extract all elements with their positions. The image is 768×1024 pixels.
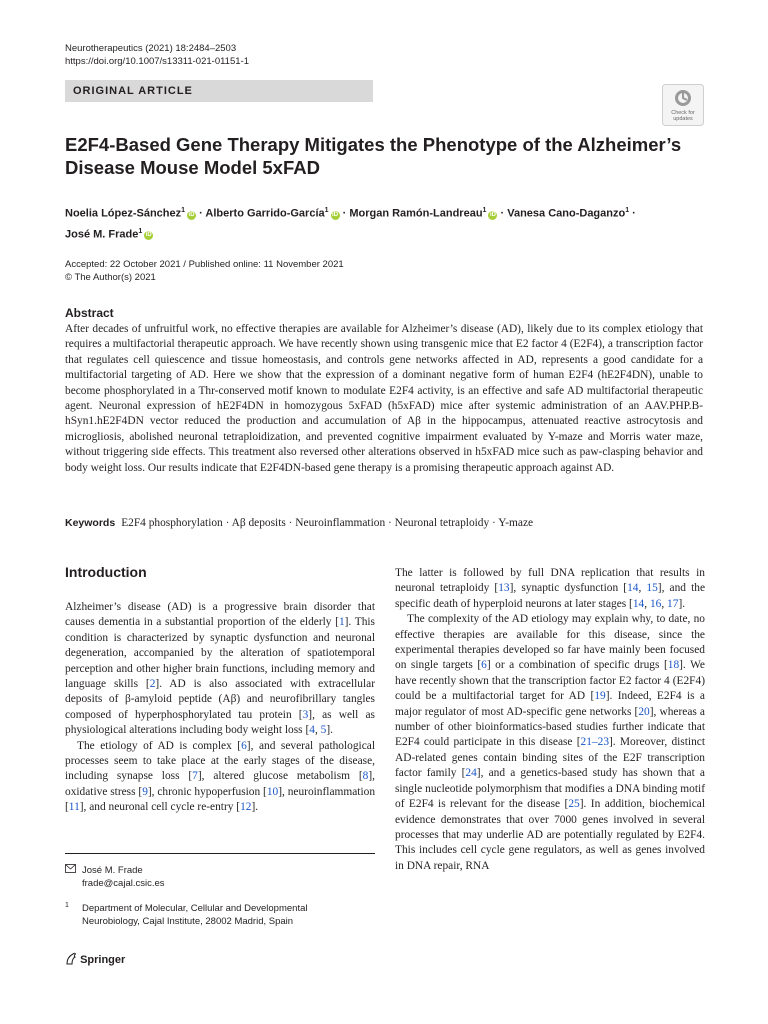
paragraph-text: , (661, 597, 668, 610)
affiliation-line2: Neurobiology, Cajal Institute, 28002 Madrid, Spain (82, 916, 294, 927)
affiliation-line1: Department of Molecular, Cellular and Developmental (82, 903, 308, 914)
reference-link[interactable]: 21–23 (580, 736, 610, 749)
publisher-logo[interactable] (65, 952, 125, 966)
reference-link[interactable]: 10 (266, 785, 279, 798)
reference-link[interactable]: 12 (240, 801, 252, 814)
abstract-body: After decades of unfruitful work, no effective therapies are available for Alzheimer’s disease (AD), likely due to its complex etiology that requires a multifactorial therapeutic approach. We have recently shown using transgenic mice that E2 factor 4 (E2F4), a transcription factor that regulates cell quiescence and tissue homeostasis, and controls gene networks affected in AD, represents a good candidate for a multifactorial targeting of AD. Here we show that the expression of a dominant negative form of human E2F4 (hE2F4DN), unable to become phosphorylated in a Thr-conserved motif known to modulate E2F4 activity, is an effective and safe AD multifactorial therapeutic agent. Neuronal expression of hE2F4DN in homozygous 5xFAD (h5xFAD) mice after systemic administration of an AAV.PHP.B-hSyn1.hE2F4DN vector reduced the production and accumulation of Aβ in the hippocampus, attenuated reactive astrocytosis and microgliosis, abolished neuronal tetraploidization, and prevented cognitive impairment evaluated by Y-maze and Morris water maze, without triggering side effects. This treatment also reversed other alterations observed in h5xFAD mice such as paw-clasping behavior and body weight loss. Our results indicate that E2F4DN-based gene therapy is a promising therapeutic approach against AD. (65, 323, 703, 474)
orcid-icon[interactable]: iD (188, 211, 195, 218)
paragraph-text: ], and the specific death of hyperploid neurons at later stages [ (395, 582, 705, 610)
paragraph-text: , (638, 582, 647, 595)
reference-link[interactable]: 17 (667, 597, 679, 610)
paragraph-text: ]. We have recently shown that the transcription factor E2 factor 4 (E2F4) could be a multifactorial target for AD [ (395, 659, 705, 703)
author-affiliation-marker: 1 (625, 207, 630, 214)
paragraph-text: ], oxidative stress [ (65, 770, 375, 798)
author-affiliation-marker: 1 (482, 207, 487, 214)
author-affiliation-marker: 1 (324, 207, 329, 214)
intro-paragraph-1 (65, 600, 375, 739)
check-updates-icon (662, 84, 704, 126)
accepted-date: Accepted: 22 October 2021 (65, 259, 181, 270)
author-separator: · (629, 207, 636, 220)
published-date: / Published online: 11 November 2021 (180, 259, 344, 270)
paragraph-text: ], as well as physiological alterations including body weight loss [ (65, 708, 375, 737)
corresponding-author: José M. Frade (82, 865, 143, 876)
paragraph-text: ], synaptic dysfunction [ (509, 582, 628, 595)
paragraph-text: ] or a combination of specific drugs [ (486, 659, 668, 672)
reference-link[interactable]: 18 (667, 659, 680, 672)
intro-paragraph-2 (65, 739, 375, 816)
reference-link[interactable]: 14 (632, 597, 645, 610)
orcid-icon[interactable]: iD (489, 211, 496, 218)
reference-link[interactable]: 3 (302, 708, 309, 721)
paragraph-text: ], and several pathological processes seem to take place at the early stages of the disease, including synapse loss [ (65, 739, 375, 783)
author-name[interactable]: Alberto Garrido-García (205, 207, 325, 220)
section-banner (65, 80, 373, 102)
author-name[interactable]: Noelia López-Sánchez (65, 207, 182, 220)
paragraph-text: The etiology of AD is complex [ (77, 739, 242, 752)
correspondence (65, 864, 165, 890)
author-name[interactable]: Vanesa Cano-Daganzo (507, 207, 626, 220)
reference-link[interactable]: 2 (149, 678, 156, 691)
affiliation (65, 902, 365, 928)
author-list (65, 202, 705, 243)
paragraph-text: Alzheimer’s disease (AD) is a progressive brain disorder that causes dementia in a substantial proportion of the elderly [ (65, 601, 375, 629)
paragraph-text: ], neuroinflammation [ (65, 785, 376, 814)
paragraph-text: , (314, 724, 321, 737)
paragraph-text: ]. In addition, biochemical evidence demonstrates that over 7000 genes involved in several processes that may underlie AD are potentially regulated by E2F4. This includes cell cycle gene regulators, as well as genes involved in DNA repair, RNA (395, 798, 705, 872)
paragraph-text: ]. (251, 801, 259, 814)
reference-link[interactable]: 1 (338, 616, 345, 629)
author-separator: · (497, 207, 508, 220)
abstract-heading: Abstract (65, 306, 114, 320)
affiliation-number: 1 (65, 902, 69, 909)
paragraph-text: ]. Moreover, distinct AD-related genes contain binding sites of the E2F transcription factor family [ (395, 736, 705, 780)
paragraph-text: ]. (678, 597, 686, 610)
journal-header (65, 42, 249, 68)
paragraph-text: ], altered glucose metabolism [ (197, 770, 363, 783)
author-name[interactable]: José M. Frade (65, 228, 139, 241)
paragraph-text: ]. Indeed, E2F4 is a major regulator of most AD-specific gene networks [ (395, 690, 705, 718)
check-for-updates-badge[interactable] (662, 84, 704, 126)
orcid-icon[interactable]: iD (332, 211, 339, 218)
author-name[interactable]: Morgan Ramón-Landreau (349, 207, 483, 220)
body-column-left (65, 600, 375, 816)
journal-citation: Neurotherapeutics (2021) 18:2484–2503 (65, 43, 237, 54)
reference-link[interactable]: 8 (362, 770, 369, 783)
paragraph-text: ], chronic hypoperfusion [ (147, 785, 267, 798)
reference-link[interactable]: 7 (192, 770, 198, 783)
keywords-list: E2F4 phosphorylation · Aβ deposits · Neuroinflammation · Neuronal tetraploidy · Y-maze (121, 517, 534, 529)
keywords-label: Keywords (65, 517, 116, 529)
reference-link[interactable]: 6 (241, 739, 247, 752)
intro-paragraph-4 (395, 612, 705, 874)
paragraph-text: ]. This condition is characterized by synaptic dysfunction and neuronal degeneration, accompanied by the alteration of spatiotemporal perception and other higher brain functions, including memory and language skills [ (65, 616, 375, 691)
paragraph-text: , (644, 597, 650, 610)
reference-link[interactable]: 9 (142, 785, 148, 798)
body-column-right (395, 566, 705, 874)
envelope-icon (65, 864, 76, 877)
author-affiliation-marker: 1 (181, 207, 186, 214)
reference-link[interactable]: 14 (627, 582, 639, 595)
article-dates (65, 258, 344, 284)
paragraph-text: ]. (326, 724, 333, 737)
springer-horse-icon (65, 952, 77, 965)
reference-link[interactable]: 13 (498, 582, 510, 595)
author-separator: · (339, 207, 350, 220)
author-affiliation-marker: 1 (138, 227, 143, 235)
paragraph-text: ], and neuronal cell cycle re-entry [ (79, 801, 241, 814)
copyright: © The Author(s) 2021 (65, 272, 156, 283)
paragraph-text: The complexity of the AD etiology may explain why, to date, no effective therapies are available for this disease, since the experimental therapies developed so far have mainly been focused on single targets [ (395, 613, 705, 672)
reference-link[interactable]: 20 (638, 705, 650, 718)
badge-line2: updates (673, 116, 693, 122)
article-title: E2F4-Based Gene Therapy Mitigates the Phenotype of the Alzheimer’s Disease Mouse Model 5xFAD (65, 134, 682, 178)
intro-paragraph-3 (395, 566, 705, 612)
reference-link[interactable]: 15 (646, 582, 658, 595)
reference-link[interactable]: 6 (481, 659, 487, 672)
reference-link[interactable]: 25 (568, 798, 580, 811)
reference-link[interactable]: 11 (68, 801, 80, 814)
reference-link[interactable]: 5 (320, 724, 327, 737)
reference-link[interactable]: 4 (309, 724, 315, 737)
reference-link[interactable]: 24 (465, 767, 477, 780)
introduction-heading: Introduction (65, 564, 147, 580)
paragraph-text: ], whereas a number of other bioinformatics-based studies further indicate that E2F4 could participate in this disease [ (395, 705, 705, 749)
reference-link[interactable]: 19 (594, 690, 606, 703)
footnote-divider (65, 853, 375, 854)
orcid-icon[interactable]: iD (145, 232, 152, 239)
paragraph-text: ]. AD is also associated with extracellular deposits of β-amyloid peptide (Aβ) and neurofibrillary tangles composed of hyperphosphorylated tau protein [ (65, 678, 375, 721)
author-separator: · (196, 207, 206, 220)
reference-link[interactable]: 16 (649, 597, 662, 610)
paragraph-text: The latter is followed by full DNA replication that results in neuronal tetraploidy [ (395, 567, 705, 595)
badge-line1: Check for (671, 110, 695, 116)
doi-link[interactable]: https://doi.org/10.1007/s13311-021-01151-1 (65, 56, 249, 67)
section-label: ORIGINAL ARTICLE (73, 85, 193, 97)
publisher-name: Springer (80, 954, 126, 966)
corresponding-email[interactable]: frade@cajal.csic.es (82, 878, 165, 889)
paragraph-text: ], and a genetics-based study has shown that a single nucleotide polymorphism that modifies a DNA binding motif of E2F4 is relevant for the disease [ (395, 767, 705, 811)
keywords (65, 517, 705, 529)
